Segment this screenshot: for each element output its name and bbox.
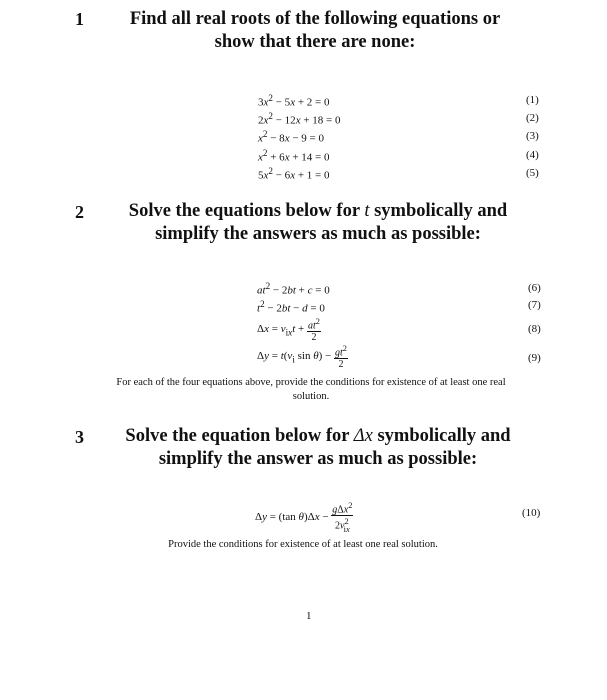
problem-3-number: 3 xyxy=(75,427,84,447)
equation-1: $3x^2 - 5x + 2 = 0$ xyxy=(258,93,330,109)
problem-1-heading-line1: Find all real roots of the following equations or xyxy=(129,9,501,29)
equation-5: $5x^2 - 6x + 1 = 0$ xyxy=(258,166,330,182)
problem-2-number: 2 xyxy=(75,202,84,222)
equation-number: (10) xyxy=(522,507,541,519)
equation-number: (9) xyxy=(528,352,541,364)
problem-2-note-line2: solution. xyxy=(292,391,330,402)
problem-2-heading-line1: Solve the equations below for t symbolically and xyxy=(128,201,508,221)
problem-2-note xyxy=(68,376,554,404)
equation-number: (8) xyxy=(528,323,541,335)
equation-8: $\Delta x = v_{ix}t$ + $\frac{at^2}{2}$ xyxy=(257,317,320,344)
problem-2-note-line1: For each of the four equations above, provide the conditions for existence of at least one real xyxy=(116,377,506,388)
problem-3-heading-line2: simplify the answer as much as possible: xyxy=(158,449,478,469)
problem-3-heading xyxy=(98,425,538,471)
equation-number: (5) xyxy=(526,167,539,179)
equation-2: $2x^2 - 12x + 18 = 0$ xyxy=(258,111,341,127)
equation-number: (2) xyxy=(526,112,539,124)
problem-1-heading xyxy=(95,8,535,54)
equation-10: Δy = (tan θ)Δx − $\frac{g\Delta x^2}{2v^2_{ix}}$ xyxy=(255,501,353,534)
equation-number: (3) xyxy=(526,130,539,142)
problem-2-heading xyxy=(98,200,538,246)
problem-1-number: 1 xyxy=(75,9,84,29)
page-number: 1 xyxy=(306,610,312,622)
equation-number: (6) xyxy=(528,282,541,294)
problem-3-heading-line1: Solve the equation below for Δx symbolically and xyxy=(125,426,511,446)
equation-number: (1) xyxy=(526,94,539,106)
problem-3-note: Provide the conditions for existence of at least one real solution. xyxy=(168,539,438,550)
problem-1-heading-line2: show that there are none: xyxy=(214,32,416,52)
equation-3: $x^2 - 8x - 9 = 0$ xyxy=(258,129,324,145)
equation-9: $\Delta y = t(v_i$ sin θ) − $\frac{gt^2}{2}$ xyxy=(257,344,347,371)
equation-4: $x^2 + 6x + 14 = 0$ xyxy=(258,148,330,164)
problem-2-heading-line2: simplify the answers as much as possible: xyxy=(155,224,481,244)
equation-number: (7) xyxy=(528,299,541,311)
equation-number: (4) xyxy=(526,149,539,161)
equation-6: $at^2 - 2bt + c = 0$ xyxy=(257,281,330,297)
equation-7: $t^2 - 2bt - d = 0$ xyxy=(257,299,325,315)
